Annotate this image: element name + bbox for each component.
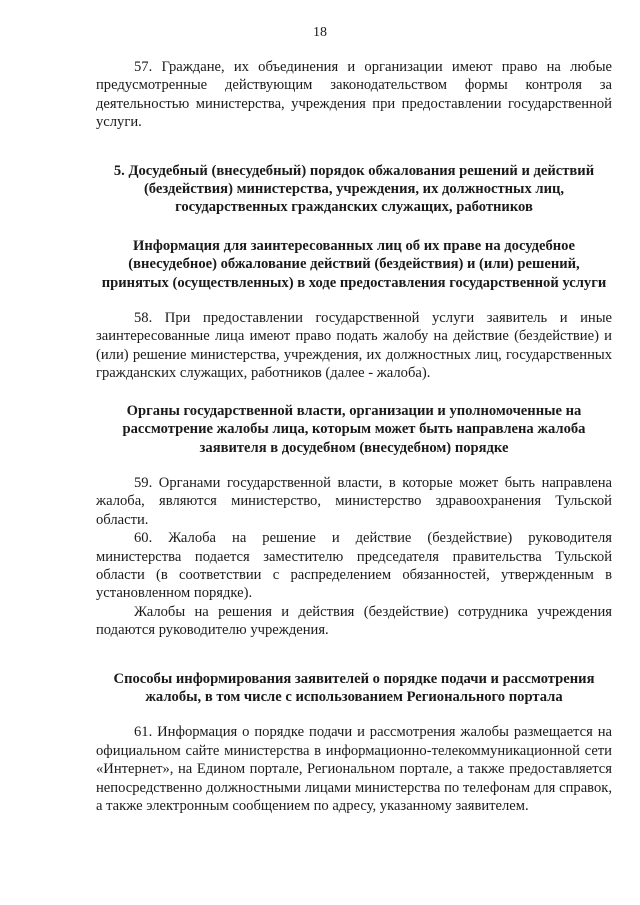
subheading-appeal-rights: Информация для заинтересованных лиц об их праве на досудебное (внесудебное) обжалование действий (бездействия) и (или) решений, принятых (осуществленных) в ходе предоставления государственной услуги <box>101 237 607 291</box>
paragraph-61: 61. Информация о порядке подачи и рассмотрения жалобы размещается на официальном сайте министерства в информационно-телекоммуникационной сети «Интернет», на Едином портале, Региональном портале, а также предоставляется непосредственно должностными лицами министерства по телефонам для справок, а также электронным сообщением по адресу, указанному заявителем. <box>96 724 612 814</box>
paragraph-60: 60. Жалоба на решение и действие (бездействие) руководителя министерства подается заместителю председателя правительства Тульской области (в соответствии с распределением обязанностей, утвержденным в установленном порядке). <box>96 530 612 602</box>
paragraph-57: 57. Граждане, их объединения и организации имеют право на любые предусмотренные действующим законодательством формы контроля за деятельностью министерства, учреждения при предоставлении государственной услуги. <box>96 59 612 131</box>
document-body <box>96 58 612 815</box>
subheading-information-methods: Способы информирования заявителей о порядке подачи и рассмотрения жалобы, в том числе с использованием Регионального портала <box>113 670 595 705</box>
paragraph-59: 59. Органами государственной власти, в которые может быть направлена жалоба, являются министерство, министерство здравоохранения Тульской области. <box>96 474 612 528</box>
page-number: 18 <box>313 25 327 40</box>
subheading-appeal-bodies: Органы государственной власти, организации и уполномоченные на рассмотрение жалобы лица, которым может быть направлена жалоба заявителя в досудебном (внесудебном) порядке <box>122 402 586 456</box>
section-5-heading: 5. Досудебный (внесудебный) порядок обжалования решений и действий (бездействия) министерства, учреждения, их должностных лиц, государственных гражданских служащих, работников <box>113 162 595 216</box>
paragraph-58: 58. При предоставлении государственной услуги заявитель и иные заинтересованные лица имеют право подать жалобу на действие (бездействие) и (или) решение министерства, учреждения, их должностных лиц, государственных гражданских служащих, работников (далее - жалоба). <box>96 310 612 382</box>
paragraph-60-continued: Жалобы на решения и действия (бездействие) сотрудника учреждения подаются руководителю учреждения. <box>96 603 612 639</box>
